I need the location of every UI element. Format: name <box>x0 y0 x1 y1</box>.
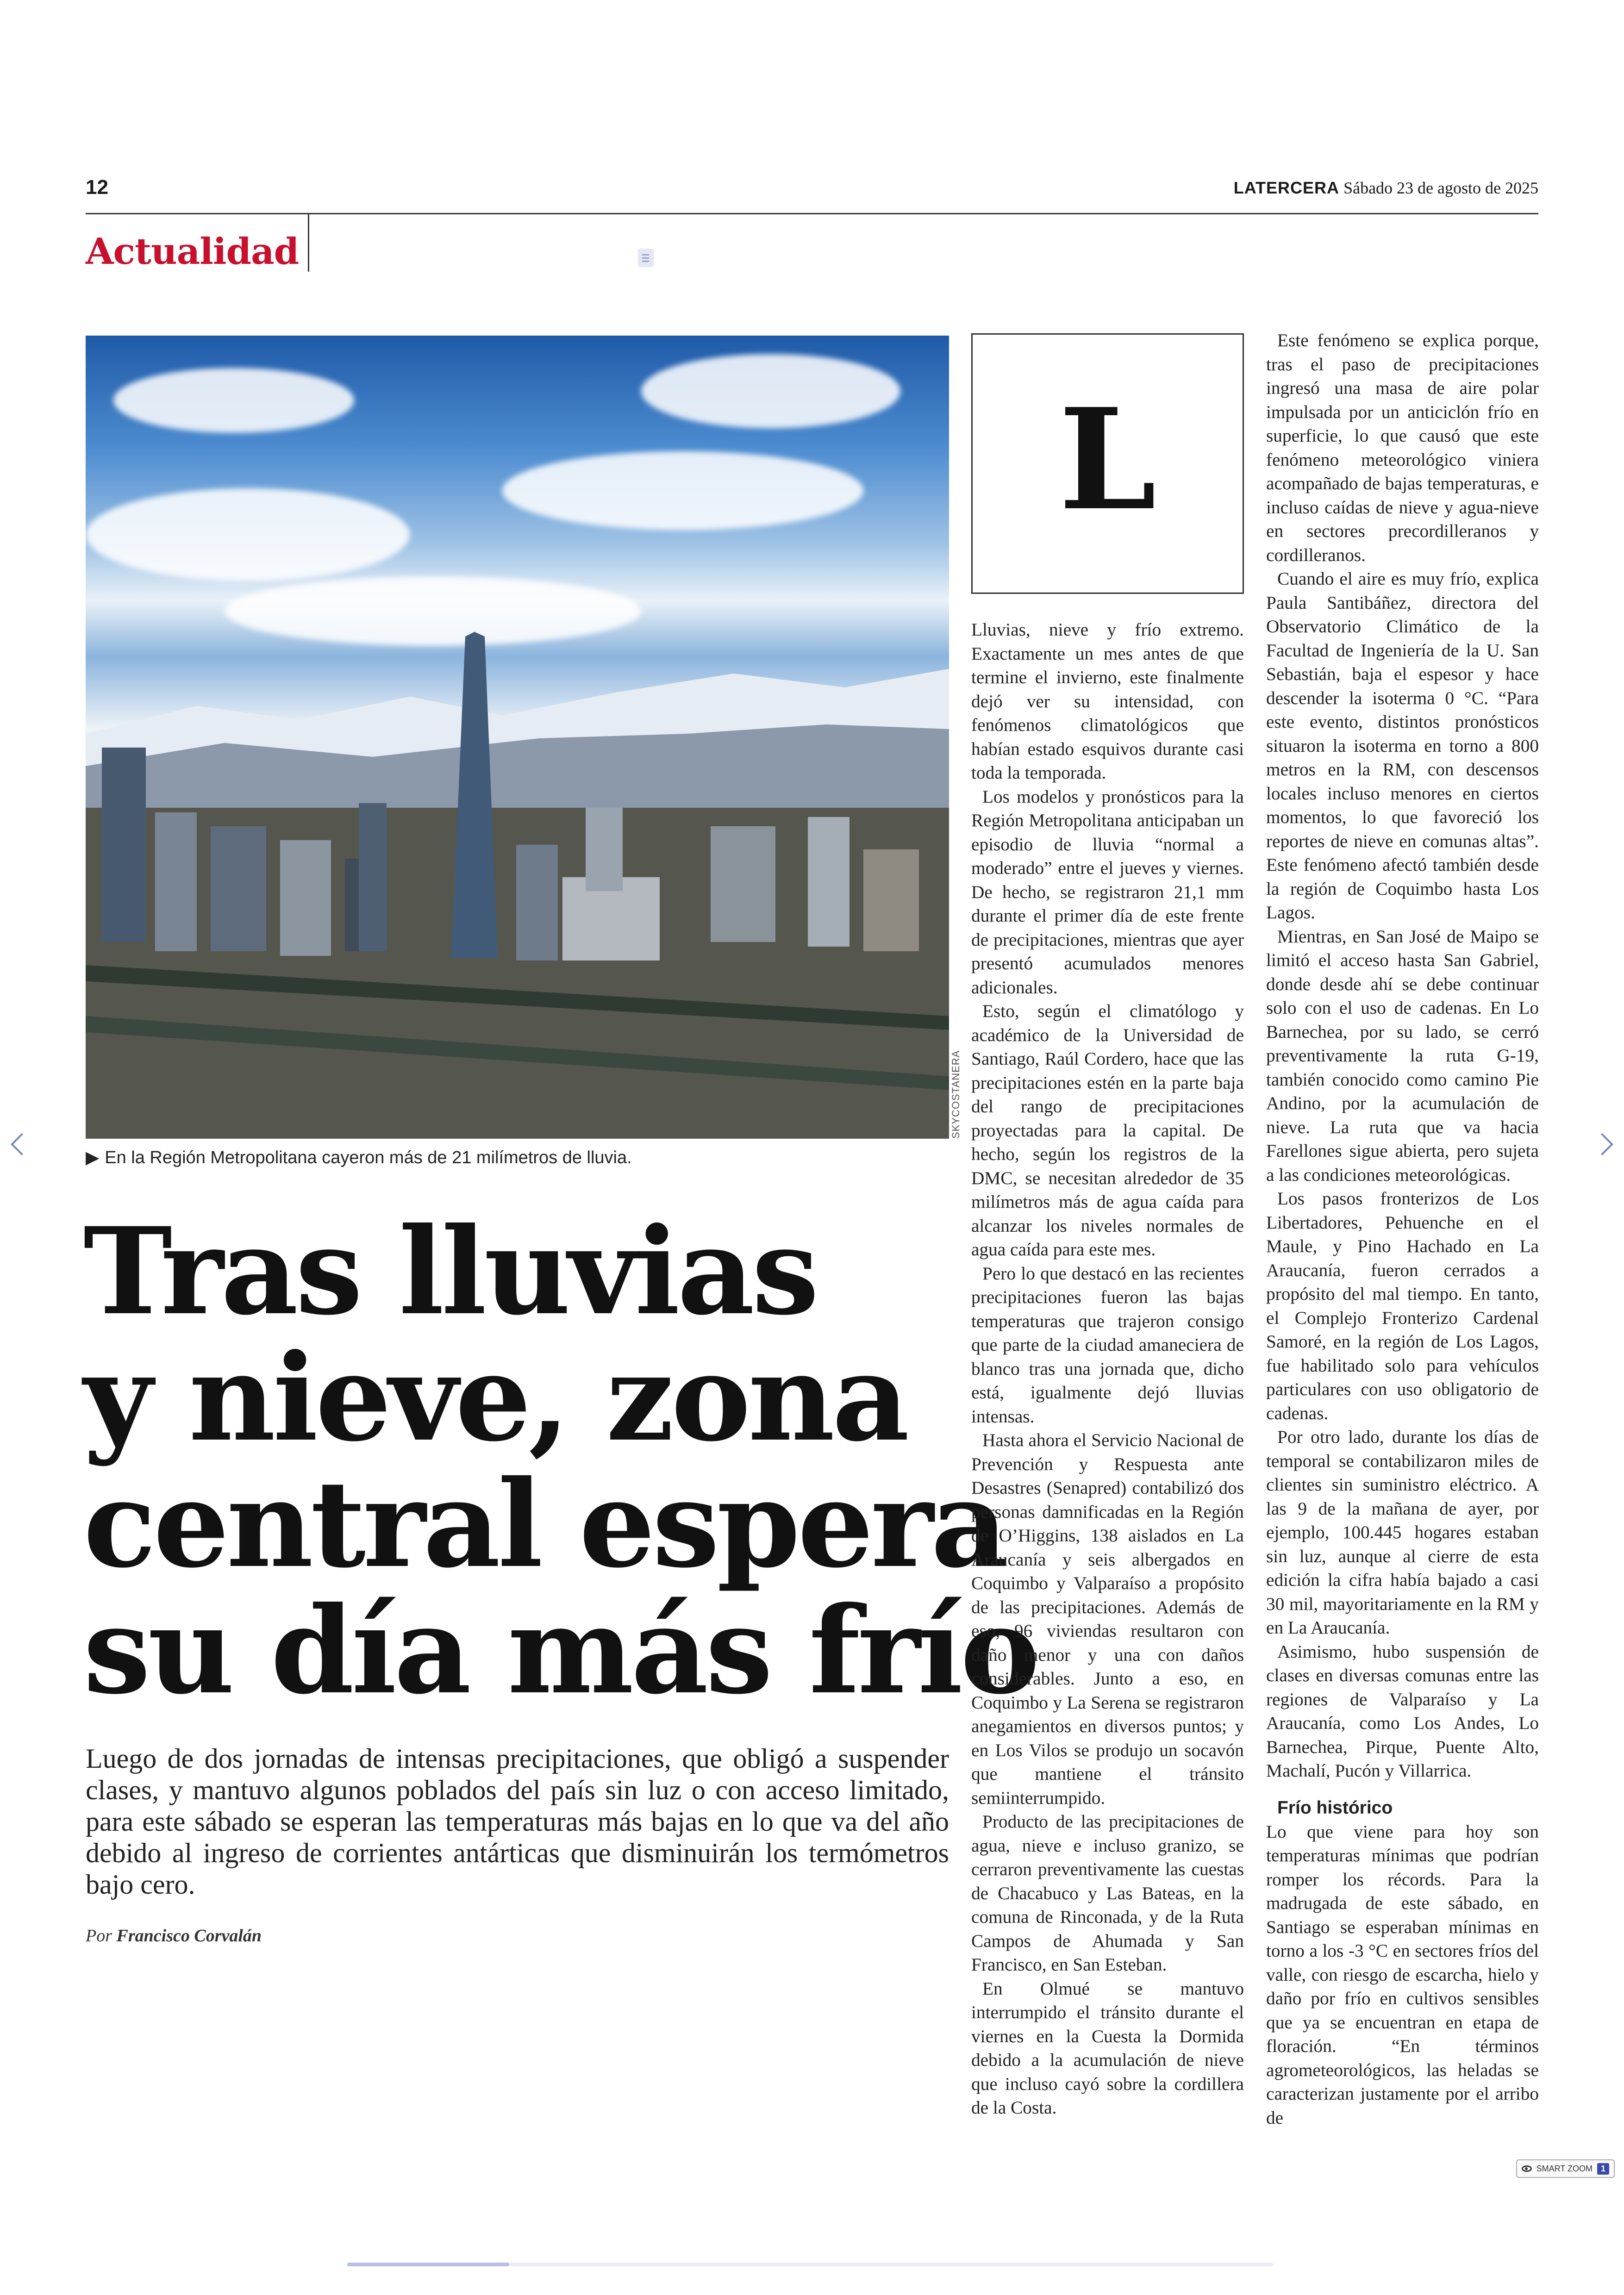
byline-author: Francisco Corvalán <box>116 1926 262 1946</box>
next-page-chevron-icon[interactable] <box>1591 1133 1613 1155</box>
body-paragraph: Lluvias, nieve y frío extremo. Exactamente un mes antes de que termine el invierno, este finalmente dejó ver su intensidad, con fenómenos climatológicos que habían estado esquivos durante casi toda la temporada. <box>971 619 1244 783</box>
body-paragraph: Mientras, en San José de Maipo se limitó el acceso hasta San Gabriel, donde desde ahí se debe continuar solo con el uso de cadenas. En Lo Barnechea, por su lado, se cerró preventivamente la ruta G-19, también conocido como camino Pie Andino, por la acumulación de nieve. La ruta que va hacia Farellones sigue abierta, pero sujeta a las condiciones meteorológicas. <box>1266 926 1539 1185</box>
page-number: 12 <box>86 176 108 199</box>
photo-caption <box>86 1147 949 1168</box>
note-icon[interactable] <box>638 249 654 267</box>
article-photo <box>86 336 949 1139</box>
headline-line: Tras lluvias <box>83 1201 817 1341</box>
byline <box>86 1926 262 1946</box>
headline-line: central espera <box>83 1454 1006 1594</box>
page-scrollbar-thumb[interactable] <box>347 2263 509 2266</box>
subhead: Frío histórico <box>1277 1797 1393 1818</box>
body-paragraph: Los pasos fronterizos de Los Libertadores, Pehuenche en el Maule, y Pino Hachado en La Araucanía, fueron cerrados a propósito del mal tiempo. En tanto, el Complejo Fronterizo Cardenal Samoré, en la región de Los Lagos, fue habilitado solo para vehículos particulares con uso obligatorio de cadenas. <box>1266 1188 1539 1423</box>
prev-page-chevron-icon[interactable] <box>11 1133 33 1155</box>
masthead <box>1234 178 1538 198</box>
masthead-date: Sábado 23 de agosto de 2025 <box>1343 179 1538 197</box>
lede: Luego de dos jornadas de intensas precipitaciones, que obligó a suspender clases, y mantuvo algunos poblados del país sin luz o con acceso limitado, para este sábado se esperan las temperaturas más bajas en lo que va del año debido al ingreso de corrientes antárticas que disminuirán los termómetros bajo cero. <box>86 1743 949 1900</box>
body-paragraph: En Olmué se mantuvo interrumpido el tránsito durante el viernes en la Cuesta la Dormida debido a la acumulación de nieve que incluso cayó sobre la cordillera de la Costa. <box>971 1978 1244 2118</box>
dropcap-letter: L <box>1059 378 1156 541</box>
body-column-2 <box>1266 329 1539 2130</box>
body-paragraph: Los modelos y pronósticos para la Región Metropolitana anticipaban un episodio de lluvia “normal a moderado” entre el jueves y viernes. De hecho, se registraron 21,1 mm durante el primer día de este frente de precipitaciones, mientras que ayer presentó acumulados menores adicionales. <box>971 786 1244 998</box>
body-paragraph: Hasta ahora el Servicio Nacional de Prevención y Respuesta ante Desastres (Senapred) contabilizó dos personas damnificadas en la Región de O’Higgins, 138 aislados en La Araucanía y seis albergados en Coquimbo y Valparaíso a propósito de las precipitaciones. Además de eso, 96 viviendas resultaron con daño menor y una con daños considerables. Junto a eso, en Coquimbo y La Serena se registraron anegamientos en diversos puntos; y en Los Vilos se produjo un socavón que mantiene el tránsito semiinterrumpido. <box>971 1430 1244 1808</box>
body-paragraph: Asimismo, hubo suspensión de clases en diversas comunas entre las regiones de Valparaíso y La Araucanía, como Los Andes, Lo Barnechea, Pirque, Puente Alto, Machalí, Pucón y Villarrica. <box>1266 1641 1539 1781</box>
body-paragraph: Por otro lado, durante los días de temporal se contabilizaron miles de clientes sin suministro eléctrico. A las 9 de la mañana de ayer, por ejemplo, 100.445 hogares estaban sin luz, aunque al cierre de esta edición la cifra había bajado a casi 30 mil, mayoritariamente en la RM y en La Araucanía. <box>1266 1427 1539 1638</box>
body-paragraph: Esto, según el climatólogo y académico de la Universidad de Santiago, Raúl Cordero, hace que las precipitaciones estén en la parte baja del rango de precipitaciones proyectadas para la capital. De hecho, según los registros de la DMC, se necesitan alrededor de 35 milímetros más de agua caída para alcanzar los niveles normales de agua caída para este mes. <box>971 1001 1244 1260</box>
body-column-1 <box>971 618 1244 2120</box>
body-paragraph: Pero lo que destacó en las recientes precipitaciones fueron las bajas temperaturas que trajeron consigo que parte de la ciudad amaneciera de blanco tras una jornada que, dicho está, igualmente dejó lluvias intensas. <box>971 1263 1244 1427</box>
headline-line: su día más frío <box>83 1580 1037 1721</box>
headline-line: y nieve, zona <box>83 1328 907 1468</box>
body-paragraph: Cuando el aire es muy frío, explica Paula Santibáñez, directora del Observatorio Climático de la Facultad de Ingeniería de la U. San Sebastián, baja el espesor y hace descender la isoterma 0 °C. “Para este evento, distintos pronósticos situaron la isoterma en torno a 800 metros en la RM, con descensos locales incluso menores en ciertos momentos, lo que favoreció los reportes de nieve en comunas altas”. Este fenómeno afectó también desde la región de Coquimbo hasta Los Lagos. <box>1266 568 1539 923</box>
masthead-brand: LATERCERA <box>1233 178 1340 197</box>
dropcap-box <box>971 333 1244 594</box>
zoom-level-badge: 1 <box>1597 2163 1609 2175</box>
caption-text: En la Región Metropolitana cayeron más de 21 milímetros de lluvia. <box>105 1148 632 1167</box>
body-paragraph: Lo que viene para hoy son temperaturas mínimas que podrían romper los récords. Para la madrugada de este sábado, en Santiago se esperaban mínimas en torno a los -3 °C en sectores fríos del valle, con riesgo de escarcha, hielo y daño por frío en cultivos sensibles que ya se encuentran en etapa de floración. “En términos agrometeorológicos, las heladas se caracterizan justamente por el arribo de <box>1266 1821 1539 2128</box>
skyline-illustration <box>86 336 949 1139</box>
byline-prefix: Por <box>86 1926 112 1946</box>
headline <box>83 1201 1037 1721</box>
body-paragraph: Este fenómeno se explica porque, tras el paso de precipitaciones ingresó una masa de aire polar impulsada por un anticiclón frío en superficie, lo que causó que este fenómeno meteorológico viniera acompañado de bajas temperaturas, e incluso caídas de nieve y agua-nieve en sectores precordilleranos y cordilleranos. <box>1266 330 1539 565</box>
smart-zoom-button[interactable] <box>1516 2159 1615 2178</box>
eye-icon <box>1522 2165 1532 2172</box>
smart-zoom-label: SMART ZOOM <box>1536 2164 1593 2173</box>
body-paragraph: Producto de las precipitaciones de agua, nieve e incluso granizo, se cerraron preventivamente las cuestas de Chacabuco y Las Bateas, en la comuna de Rinconada, y de la Ruta Campos de Ahumada y San Francisco, en San Esteban. <box>971 1811 1244 1975</box>
caption-arrow-icon: ▶ <box>86 1148 100 1167</box>
photo-credit: SKYCOSTANERA <box>950 1050 962 1139</box>
section-label: Actualidad <box>86 231 299 273</box>
section-divider <box>308 214 309 272</box>
header-rule <box>86 213 1538 214</box>
